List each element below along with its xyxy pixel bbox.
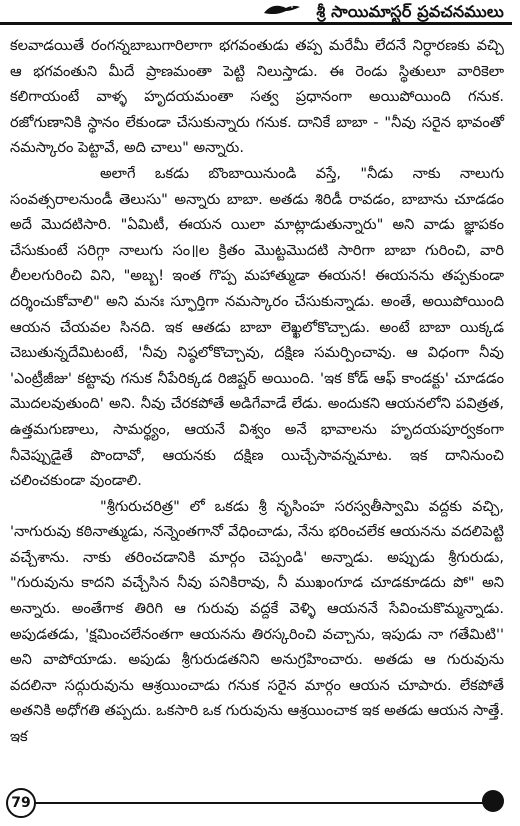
- header-rule: [0, 22, 512, 25]
- paragraph: అలాగే ఒకడు బొంబాయినుండి వస్తే, "నీడు నాకు నాలుగు సంవత్సరాలనుండీ తెలుసు" అన్నారు బాబా. అతడు శిరిడీ రావడం, బాబాను చూడడం అదే మొదటిసారి. "ఏమిటీ, ఈయన యిలా మాట్లాడుతున్నారు" అని వాడు జ్ఞాపకం చేసుకుంటే సరిగ్గా నాలుగు సం॥ల క్రితం మొట్టమొదటి సారిగా బాబా గురించి, వారి లీలలగురించి విని, "అబ్బ! ఇంత గొప్ప మహాత్ముడా ఈయన! ఈయనను తప్పకుండా దర్శించుకోవాలి" అని మనః స్ఫూర్తిగా నమస్కారం చేసుకున్నాడు. అంతే, అయిపోయింది ఆయన చేయవల సినది. ఇక ఆతడు బాబా లెఖ్ఖలోకొచ్చాడు. అంటే బాబా యిక్కడ చెబుతున్నదేమిటంటే, 'నీవు నిష్ఠలోకొచ్చావు, దక్షిణ సమర్పించావు. ఆ విధంగా నీవు 'ఎంట్రీజీజు' కట్టావు గనుక నీపేరిక్కడ రిజిష్టర్ అయింది. 'ఇక కోడ్ ఆఫ్ కాండక్టు' చూడడం మొదలవుతుంది' అని. నీవు చేరకపోతే అడిగేవాడే లేడు. అందుకని ఆయనలోని పవిత్రత, ఉత్తమగుణాలు, సామర్థ్యం, ఆయనే విశ్వం అనే భావాలను హృదయపూర్వకంగా నీవెప్పుడైతే పొందావో, ఆయనకు దక్షిణ యిచ్చేసావన్నమాట. ఇక దానినుంచి చలించకుండా వుండాలి.: [10, 164, 504, 490]
- page-header: [0, 0, 520, 30]
- running-header-title: శ్రీ సాయిమాస్టర్ ప్రవచనములు: [316, 2, 504, 21]
- paragraph: కలవాడయితే రంగన్నబాబుగారిలాగా భగవంతుడు తప్ప మరేమీ లేదనే నిర్ధారణకు వచ్చి ఆ భగవంతుని మీదే ప్రాణమంతా పెట్టి నిలుస్తాడు. ఈ రెండు స్థితులూ వారికెలా కలిగాయంటే వాళ్ళ హృదయమంతా సత్వ ప్రధానంగా అయిపోయింది గనుక. రజోగుణానికి స్థానం లేకుండా చేసుకున్నారు గనుక. దానికే బాబా - "నీవు సరైన భావంతో నమస్కారం పెట్టావే, అది చాలు" అన్నారు.: [10, 37, 504, 157]
- page-number: 79: [6, 788, 36, 818]
- page-footer: [0, 786, 520, 826]
- bird-icon: [262, 1, 302, 17]
- page-body: [10, 33, 504, 750]
- paragraph: "శ్రీగురుచరిత్ర" లో ఒకడు శ్రీ నృసింహ సరస్వతీస్వామి వద్దకు వచ్చి, 'నాగురువు కఠినాత్ముడు, నన్నెంతగానో వేధించాడు, నేను భరించలేక ఆయనను వదలిపెట్టి వచ్చేశాను. నాకు తరించడానికి మార్గం చెప్పండి' అన్నాడు. అప్పుడు శ్రీగురుడు, "గురువును కాదని వచ్చేసిన నీవు పనికిరావు, నీ ముఖంగూడ చూడకూడదు పో" అని అన్నారు. అంతేగాక తిరిగి ఆ గురువు వద్దకే వెళ్ళి ఆయననే సేవించుకొమ్మన్నాడు. అపుడతడు, 'క్షమించలేనంతగా ఆయనను తిరస్కరించి వచ్చాను, ఇపుడు నా గతేమిటి'' అని వాపోయాడు. అపుడు శ్రీగురుడతనిని అనుగ్రహించారు. అతడు ఆ గురువును వదలినా సద్గురువును ఆశ్రయించాడు గనుక సరైన మార్గం ఆయన చూపారు. లేకపోతే అతనికి అధోగతి తప్పదు. ఒకసారి ఒక గురువును ఆశ్రయించాక ఇక అతడు ఆయన సాత్తే. ఇక: [10, 497, 504, 746]
- footer-rule: [34, 802, 490, 804]
- dot-ornament-icon: [482, 790, 504, 812]
